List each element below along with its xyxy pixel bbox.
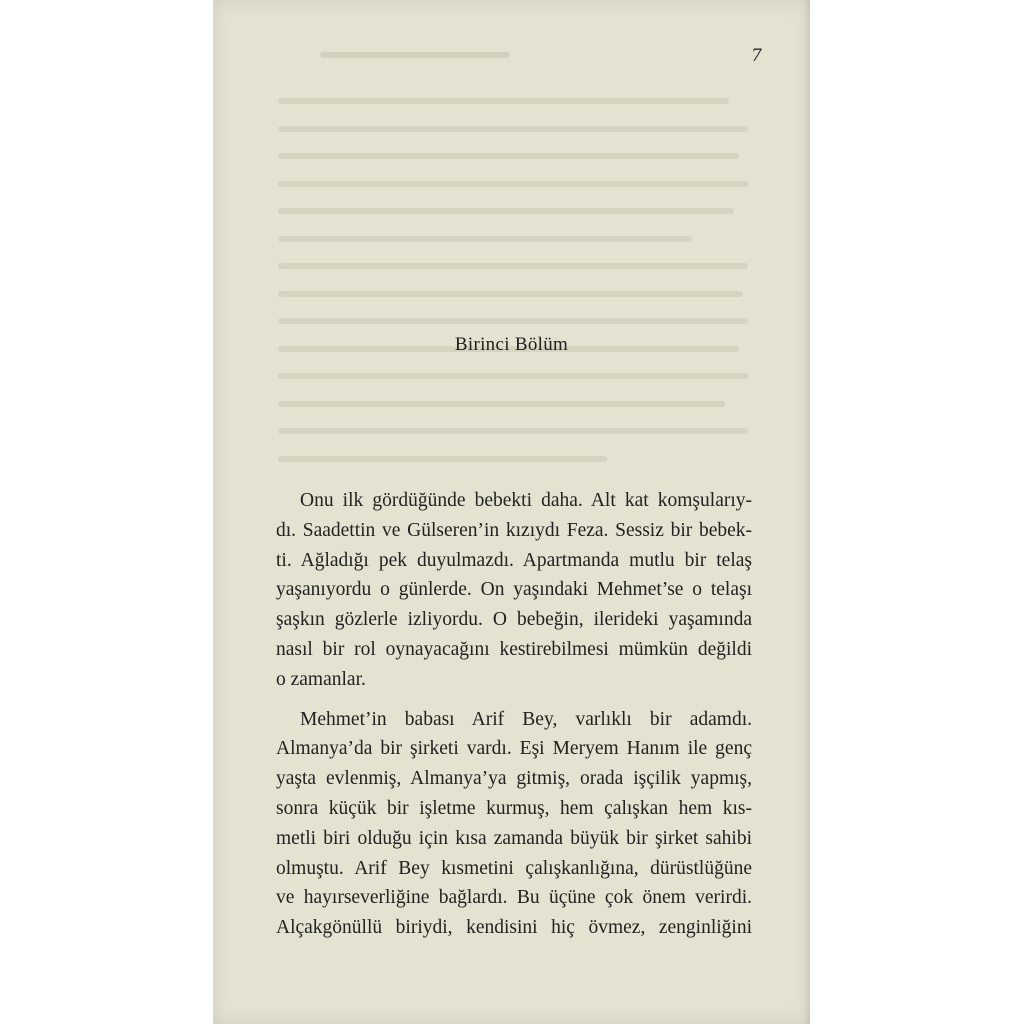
text-line: Almanya’da bir şirketi vardı. Eşi Meryem Hanım ile genç (276, 738, 752, 760)
running-head-faint (320, 52, 510, 58)
text-line: dı. Saadettin ve Gülseren’in kızıydı Feza. Sessiz bir bebek- (276, 519, 752, 541)
bleed-line (278, 236, 692, 242)
chapter-title: Birinci Bölüm (454, 334, 569, 355)
bleed-line (278, 153, 739, 159)
paragraph-2 (276, 705, 752, 943)
body-text (276, 486, 752, 953)
bleed-line (278, 208, 734, 214)
text-line: yaşanıyordu o günlerde. On yaşındaki Mehmet’se o telaşı (276, 579, 752, 601)
text-line: ti. Ağladığı pek duyulmazdı. Apartmanda mutlu bir telaş (276, 549, 752, 571)
bleed-line (278, 456, 607, 462)
bleed-line (278, 318, 748, 324)
text-line: Onu ilk gördüğünde bebekti daha. Alt kat komşularıy- (300, 490, 752, 511)
text-line: ve hayırseverliğine bağlardı. Bu üçüne çok önem verirdi. (276, 887, 752, 909)
bleed-line (278, 373, 748, 379)
bleed-line (278, 428, 748, 434)
text-line: Mehmet’in babası Arif Bey, varlıklı bir adamdı. (300, 708, 752, 730)
text-line: yaşta evlenmiş, Almanya’ya gitmiş, orada işçilik yapmış, (276, 768, 752, 790)
text-line: sonra küçük bir işletme kurmuş, hem çalışkan hem kıs- (276, 797, 752, 819)
bleed-line (278, 263, 748, 269)
page-header (320, 44, 762, 68)
bleed-line (278, 401, 725, 407)
show-through-text (278, 98, 748, 478)
bleed-line (278, 181, 748, 187)
text-line: o zamanlar. (276, 668, 366, 690)
text-line: Alçakgönüllü biriydi, kendisini hiç övmez, zenginliğini (276, 917, 752, 939)
bleed-line (278, 291, 743, 297)
text-line: nasıl bir rol oynayacağını kestirebilmesi mümkün değildi (276, 638, 752, 660)
text-line: metli biri olduğu için kısa zamanda büyük bir şirket sahibi (276, 827, 752, 849)
bleed-line (278, 98, 729, 104)
text-line: şaşkın gözlerle izliyordu. O bebeğin, ilerideki yaşamında (276, 609, 752, 631)
paragraph-1 (276, 486, 752, 695)
bleed-line (278, 126, 748, 132)
page-number: 7 (751, 46, 762, 66)
page-edge-shadow (804, 0, 810, 1024)
text-line: olmuştu. Arif Bey kısmetini çalışkanlığına, dürüstlüğüne (276, 857, 752, 879)
